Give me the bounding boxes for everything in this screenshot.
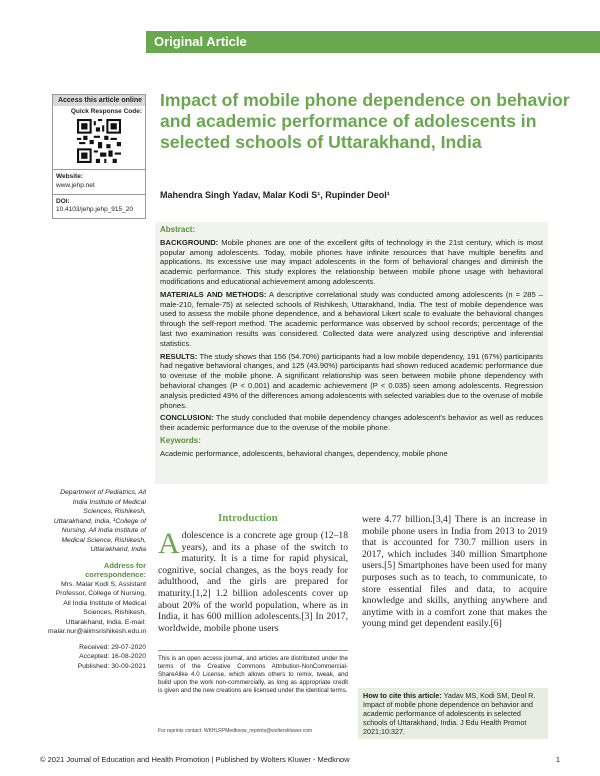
affiliation: Department of Pediatrics, All India Institute of Medical Sciences, Rishikesh, Uttarakhand, India, ¹College of Nursing, All India Institute of Medical Science, Rishikesh, Uttarakhand, India <box>53 489 146 553</box>
results-text: The study shows that 156 (54.70%) participants had a low mobile dependency, 191 (67%) participants had negative behavioral changes, and 125 (43.90%) participants had shown reduced academic performance due to overuse of the mobile phone. A significant relationship was seen between mobile phone dependency with behavioral changes (P < 0.001) and academic achievement (P < 0.035) seen among adolescents. Regression analysis predicted 49% of the differences among adolescents with selected variables due to the overuse of mobile phones. <box>160 351 543 410</box>
website-link[interactable]: www.jehp.net <box>56 181 95 189</box>
abstract-box <box>155 222 548 484</box>
article-title: Impact of mobile phone dependence on behavior and academic performance of adolescents in selected schools of Uttarakhand, India <box>160 90 570 152</box>
doi-label: DOI: <box>56 197 70 205</box>
qr-code-icon[interactable] <box>77 119 121 163</box>
footer-text: © 2021 Journal of Education and Health Promotion | Published by Wolters Kluwer - Medknow <box>40 755 350 764</box>
abstract-results <box>160 352 543 411</box>
background-text: Mobile phones are one of the excellent gifts of technology in the 21st century, which is most popular among adolescents. Today, mobile phones have infinite resources that have multiple benefits and applications. Its excessive use may impact adolescents in the form of behavioral changes and diminish the academic performance. This study explores the relationship between mobile phone usage with behavioral modifications and educational achievement among adolescents. <box>160 237 543 286</box>
abstract-methods <box>160 290 543 349</box>
methods-label: MATERIALS AND METHODS: <box>160 289 267 299</box>
access-title: Access this article online <box>53 95 145 106</box>
abstract-conclusion <box>160 413 543 433</box>
website-label: Website: <box>56 173 83 180</box>
accepted-date: Accepted: 16-08-2020 <box>79 653 146 660</box>
license-notice: This is an open access journal, and articles are distributed under the terms of the Creative Commons Attribution-NonCommercial-ShareAlike 4.0 License, which allows others to remix, tweak, and build upon the work non-commercially, as long as appropriate credit is given and the new creations are licensed under the identical terms. <box>158 650 348 695</box>
affiliation-column <box>48 488 146 671</box>
sidebar <box>52 94 146 219</box>
cite-text: Yadav MS, Kodi SM, Deol R. Impact of mobile phone dependence on behavior and academic performance of adolescents in selected schools of Uttarakhand, India. J Edu Health Promot 2021;10:327. <box>363 691 536 736</box>
keywords-heading: Keywords: <box>160 435 201 445</box>
page-number: 1 <box>555 755 560 764</box>
intro-text-1: dolescence is a concrete age group (12–18 years), and its a phase of the switch to maturity. It is a time for rapid physical, cognitive, social changes, as the boys ready for adulthood, and the girls are prepared for maturity.[1,2] 1.2 billion adolescents cover up about 20% of the world population, where as in India, it has 600 million adolescents.[3] In 2017, worldwide, mobile phone users <box>158 530 348 634</box>
doi-link[interactable]: 10.4103/jehp.jehp_915_20 <box>56 206 133 214</box>
doi-block <box>53 194 145 219</box>
dates <box>48 643 146 672</box>
correspondence-text: Mrs. Malar Kodi S, Assistant Professor, College of Nursing, All India Institute of Medical Sciences, Rishikesh, Uttarakhand, India. E-mail: malar.nur@aiimsrishikesh.edu.in <box>48 580 147 635</box>
intro-column-2: were 4.77 billion.[3,4] There is an increase in mobile phone users in India from 2013 to 2019 that is accounted for 730.7 million users in 2017, which includes 340 million Smartphone users.[5] Smartphones have been used for many purposes such as to teach, to communicate, to store essential files and data, to acquire knowledge and skills, anything anywhere and anytime with in a comfort zone that makes the young mind get dependent easily.[6] <box>362 514 547 630</box>
drop-cap: A <box>158 527 180 560</box>
conclusion-label: CONCLUSION: <box>160 413 214 423</box>
access-box <box>52 94 146 219</box>
received-date: Received: 29-07-2020 <box>79 643 146 651</box>
published-date: Published: 30-09-2021 <box>77 662 146 670</box>
abstract-heading: Abstract: <box>160 225 196 234</box>
methods-text: A descriptive correlational study was conducted among adolescents (n = 285 –male-210, female-75) at selected schools of Rishikesh, Uttarakhand, India. The test of mobile dependence was used to assess the mobile phone dependence, and a behavioral Likert scale to evaluate the behavioral changes through the self-report method. The academic performance was observed by school records; percentage of the last two examination results was considered. Collected data were analyzed using descriptive and inferential statistics. <box>160 289 543 348</box>
introduction-heading: Introduction <box>218 512 278 524</box>
abstract-background <box>160 238 543 287</box>
website-block <box>53 169 145 194</box>
article-type-banner: Original Article <box>146 31 600 53</box>
background-label: BACKGROUND: <box>160 237 219 247</box>
citation-box <box>358 688 548 739</box>
authors: Mahendra Singh Yadav, Malar Kodi S¹, Rupinder Deol¹ <box>160 190 390 200</box>
conclusion-text: The study concluded that mobile dependency changes adolescent's behavior as well as reduces their academic performance due to the overuse of the mobile phone. <box>160 413 543 433</box>
correspondence-heading: Address for correspondence: <box>85 560 146 579</box>
qr-label: Quick Response Code: <box>70 108 142 115</box>
intro-column-1 <box>158 527 348 634</box>
reprints-contact: For reprints contact: WKHLRPMedknow_reprints@wolterskluwer.com <box>158 728 313 734</box>
page-footer <box>40 755 560 764</box>
results-label: RESULTS: <box>160 351 198 361</box>
keywords-text: Academic performance, adolescents, behavioral changes, dependency, mobile phone <box>160 448 448 458</box>
cite-label: How to cite this article: <box>363 691 442 700</box>
